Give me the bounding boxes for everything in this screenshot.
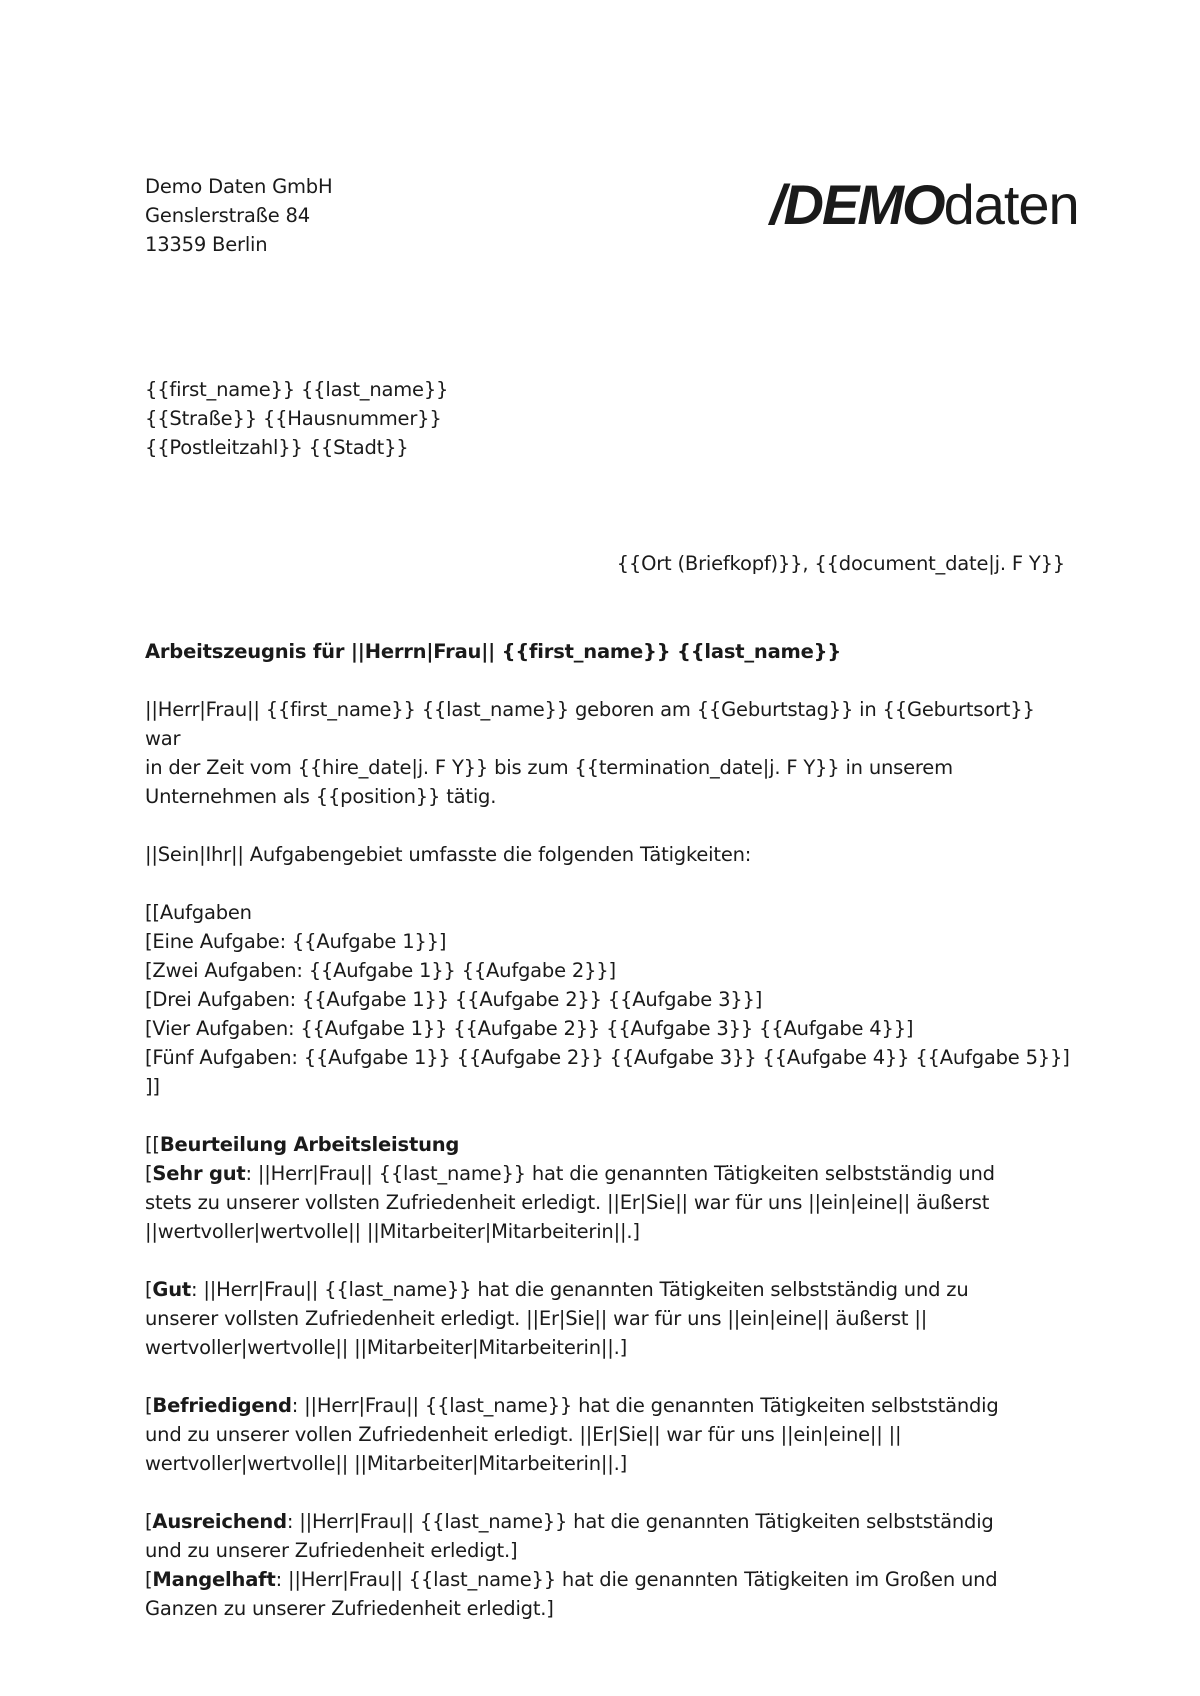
tasks-open: [[Aufgaben [145,901,252,924]
place-date-line: {{Ort (Briefkopf)}}, {{document_date|j. F Y}} [616,552,1065,575]
grade-mangelhaft: [Mangelhaft: ||Herr|Frau|| {{last_name}} hat die genannten Tätigkeiten im Großen und Ganzen zu unserer Zufriedenheit erledigt.] [145,1568,998,1620]
sender-city: 13359 Berlin [145,233,268,256]
task-line: [Drei Aufgaben: {{Aufgabe 1}} {{Aufgabe 2}} {{Aufgabe 3}}] [145,988,763,1011]
logo-prefix: /DEMO [770,173,944,236]
assessment-block [145,1130,1070,1623]
task-line: [Eine Aufgabe: {{Aufgabe 1}}] [145,930,447,953]
grade-sehr-gut: [Sehr gut: ||Herr|Frau|| {{last_name}} hat die genannten Tätigkeiten selbstständig und stets zu unserer vollsten Zufriedenheit erledigt. ||Er|Sie|| war für uns ||ein|eine|| äußerst ||wertvoller|wertvolle|| ||Mitarbeiter|Mitarbeiterin||.] [145,1162,995,1243]
task-line: [Vier Aufgaben: {{Aufgabe 1}} {{Aufgabe 2}} {{Aufgabe 3}} {{Aufgabe 4}}] [145,1017,914,1040]
sender-address [145,172,332,259]
recipient-name: {{first_name}} {{last_name}} [145,378,449,401]
assessment-heading: [[Beurteilung Arbeitsleistung [145,1133,460,1156]
intro-paragraph: ||Herr|Frau|| {{first_name}} {{last_name}} geboren am {{Geburtstag}} in {{Geburtsort}} war in der Zeit vom {{hire_date|j. F Y}} bis zum {{termination_date|j. F Y}} in unserem Unternehmen als {{position}} tätig. [145,698,1035,808]
recipient-city: {{Postleitzahl}} {{Stadt}} [145,436,409,459]
tasks-block [145,898,1070,1101]
task-line: [Fünf Aufgaben: {{Aufgabe 1}} {{Aufgabe 2}} {{Aufgabe 3}} {{Aufgabe 4}} {{Aufgabe 5}}] [145,1046,1070,1069]
tasks-close: ]] [145,1075,160,1098]
sender-company: Demo Daten GmbH [145,175,333,198]
logo-suffix: daten [943,173,1079,236]
tasks-intro: ||Sein|Ihr|| Aufgabengebiet umfasste die folgenden Tätigkeiten: [145,843,752,866]
document-body [145,637,1070,1623]
grade-befriedigend: [Befriedigend: ||Herr|Frau|| {{last_name}} hat die genannten Tätigkeiten selbstständig und zu unserer vollen Zufriedenheit erledigt. ||Er|Sie|| war für uns ||ein|eine|| || wertvoller|wertvolle|| ||Mitarbeiter|Mitarbeiterin||.] [145,1394,999,1475]
sender-street: Genslerstraße 84 [145,204,310,227]
recipient-street: {{Straße}} {{Hausnummer}} [145,407,442,430]
task-line: [Zwei Aufgaben: {{Aufgabe 1}} {{Aufgabe 2}}] [145,959,616,982]
grade-gut: [Gut: ||Herr|Frau|| {{last_name}} hat die genannten Tätigkeiten selbstständig und zu unserer vollsten Zufriedenheit erledigt. ||Er|Sie|| war für uns ||ein|eine|| äußerst || wertvoller|wertvolle|| ||Mitarbeiter|Mitarbeiterin||.] [145,1278,969,1359]
recipient-address [145,375,448,462]
company-logo [770,170,1079,240]
document-title: Arbeitszeugnis für ||Herrn|Frau|| {{first_name}} {{last_name}} [145,640,842,663]
grade-ausreichend: [Ausreichend: ||Herr|Frau|| {{last_name}} hat die genannten Tätigkeiten selbstständig und zu unserer Zufriedenheit erledigt.] [145,1510,994,1562]
